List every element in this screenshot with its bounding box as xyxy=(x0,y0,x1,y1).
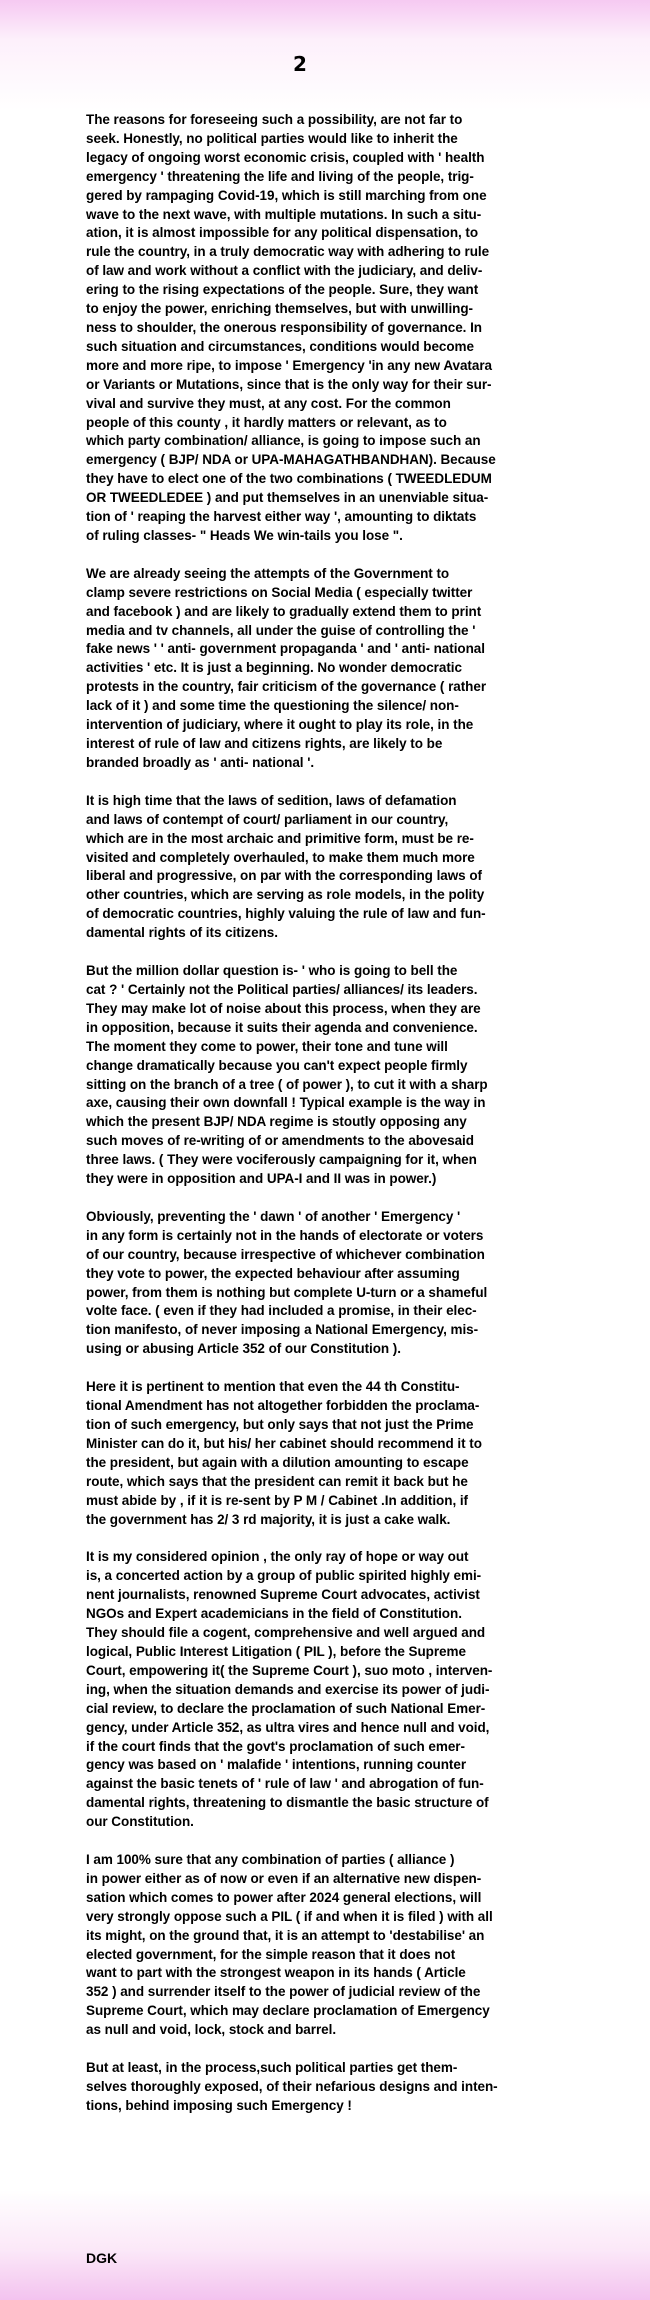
article-body xyxy=(86,111,586,2135)
paragraph-1: The reasons for foreseeing such a possibility, are not far to seek. Honestly, no political parties would like to inherit the legacy of ongoing worst economic crisis, coupled with ' health emergency ' threatening the life and living of the people, trig- gered by rampaging Covid-19, which is still marching from one wave to the next wave, with multiple mutations. In such a situ- ation, it is almost impossible for any political dispensation, to rule the country, in a truly democratic way with adhering to rule of law and work without a conflict with the judiciary, and deliv- ering to the rising expectations of the people. Sure, they want to enjoy the power, enriching themselves, but with unwilling- ness to shoulder, the onerous responsibility of governance. In such situation and circumstances, conditions would become more and more ripe, to impose ' Emergency 'in any new Avatara or Variants or Mutations, since that is the only way for their sur- vival and survive they must, at any cost. For the common people of this county , it hardly matters or relevant, as to which party combination/ alliance, is going to impose such an emergency ( BJP/ NDA or UPA-MAHAGATHBANDHAN). Because they have to elect one of the two combinations ( TWEEDLEDUM OR TWEEDLEDEE ) and put themselves in an unenviable situa- tion of ' reaping the harvest either way ', amounting to diktats of ruling classes- " Heads We win-tails you lose ". xyxy=(86,112,496,543)
paragraph-4: But the million dollar question is- ' who is going to bell the cat ? ' Certainly not the Political parties/ alliances/ its leaders. They may make lot of noise about this process, when they are in opposition, because it suits their agenda and convenience. The moment they come to power, their tone and tune will change dramatically because you can't expect people firmly sitting on the branch of a tree ( of power ), to cut it with a sharp axe, causing their own downfall ! Typical example is the way in which the present BJP/ NDA regime is stoutly opposing any such moves of re-writing of or amendments to the abovesaid three laws. ( They were vociferously campaigning for it, when they were in opposition and UPA-I and II was in power.) xyxy=(86,963,488,1187)
page-number: 2 xyxy=(293,52,307,76)
paragraph-8: I am 100% sure that any combination of parties ( alliance ) in power either as of now or even if an alternative new dispen- sation which comes to power after 2024 general elections, will very strongly oppose such a PIL ( if and when it is filed ) with all its might, on the ground that, it is an attempt to 'destabilise' an elected government, for the simple reason that it does not want to part with the strongest weapon in its hands ( Article 352 ) and surrender itself to the power of judicial review of the Supreme Court, which may declare proclamation of Emergency as null and void, lock, stock and barrel. xyxy=(86,1852,493,2038)
paragraph-9: But at least, in the process,such political parties get them- selves thoroughly exposed, of their nefarious designs and inten- tions, behind imposing such Emergency ! xyxy=(86,2060,498,2113)
paragraph-5: Obviously, preventing the ' dawn ' of another ' Emergency ' in any form is certainly not in the hands of electorate or voters of our country, because irrespective of whichever combination they vote to power, the expected behaviour after assuming power, from them is nothing but complete U-turn or a shameful volte face. ( even if they had included a promise, in their elec- tion manifesto, of never imposing a National Emergency, mis- using or abusing Article 352 of our Constitution ). xyxy=(86,1208,488,1357)
paragraph-3: It is high time that the laws of sedition, laws of defamation and laws of contempt of court/ parliament in our country, which are in the most archaic and primitive form, must be re- visited and completely overhauled, to make them much more liberal and progressive, on par with the corresponding laws of other countries, which are serving as role models, in the polity of democratic countries, highly valuing the rule of law and fun- damental rights of its citizens. xyxy=(86,792,486,941)
paragraph-2: We are already seeing the attempts of the Government to clamp severe restrictions on Social Media ( especially twitter and facebook ) and are likely to gradually extend them to print media and tv channels, all under the guise of controlling the ' fake news ' ' anti- government propaganda ' and ' anti- national activities ' etc. It is just a beginning. No wonder democratic protests in the country, fair criticism of the governance ( rather lack of it ) and some time the questioning the silence/ non- intervention of judiciary, where it ought to play its role, in the interest of rule of law and citizens rights, are likely to be branded broadly as ' anti- national '. xyxy=(86,565,487,770)
author-signature: DGK xyxy=(86,2250,118,2266)
paragraph-6: Here it is pertinent to mention that even the 44 th Constitu- tional Amendment has not altogether forbidden the proclama- tion of such emergency, but only says that not just the Prime Minister can do it, but his/ her cabinet should recommend it to the president, but again with a dilution amounting to escape route, which says that the president can remit it back but he must abide by , if it is re-sent by P M / Cabinet .In addition, if the government has 2/ 3 rd majority, it is just a cake walk. xyxy=(86,1379,482,1527)
paragraph-7: It is my considered opinion , the only ray of hope or way out is, a concerted action by a group of public spirited highly emi- nent journalists, renowned Supreme Court advocates, activist NGOs and Expert academicians in the field of Constitution. They should file a cogent, comprehensive and well argued and logical, Public Interest Litigation ( PIL ), before the Supreme Court, empowering it( the Supreme Court ), suo moto , interven- ing, when the situation demands and exercise its power of judi- cial review, to declare the proclamation of such National Emer- gency, under Article 352, as ultra vires and hence null and void, if the court finds that the govt's proclamation of such emer- gency was based on ' malafide ' intentions, running counter against the basic tenets of ' rule of law ' and abrogation of fun- damental rights, threatening to dismantle the basic structure of our Constitution. xyxy=(86,1549,493,1830)
